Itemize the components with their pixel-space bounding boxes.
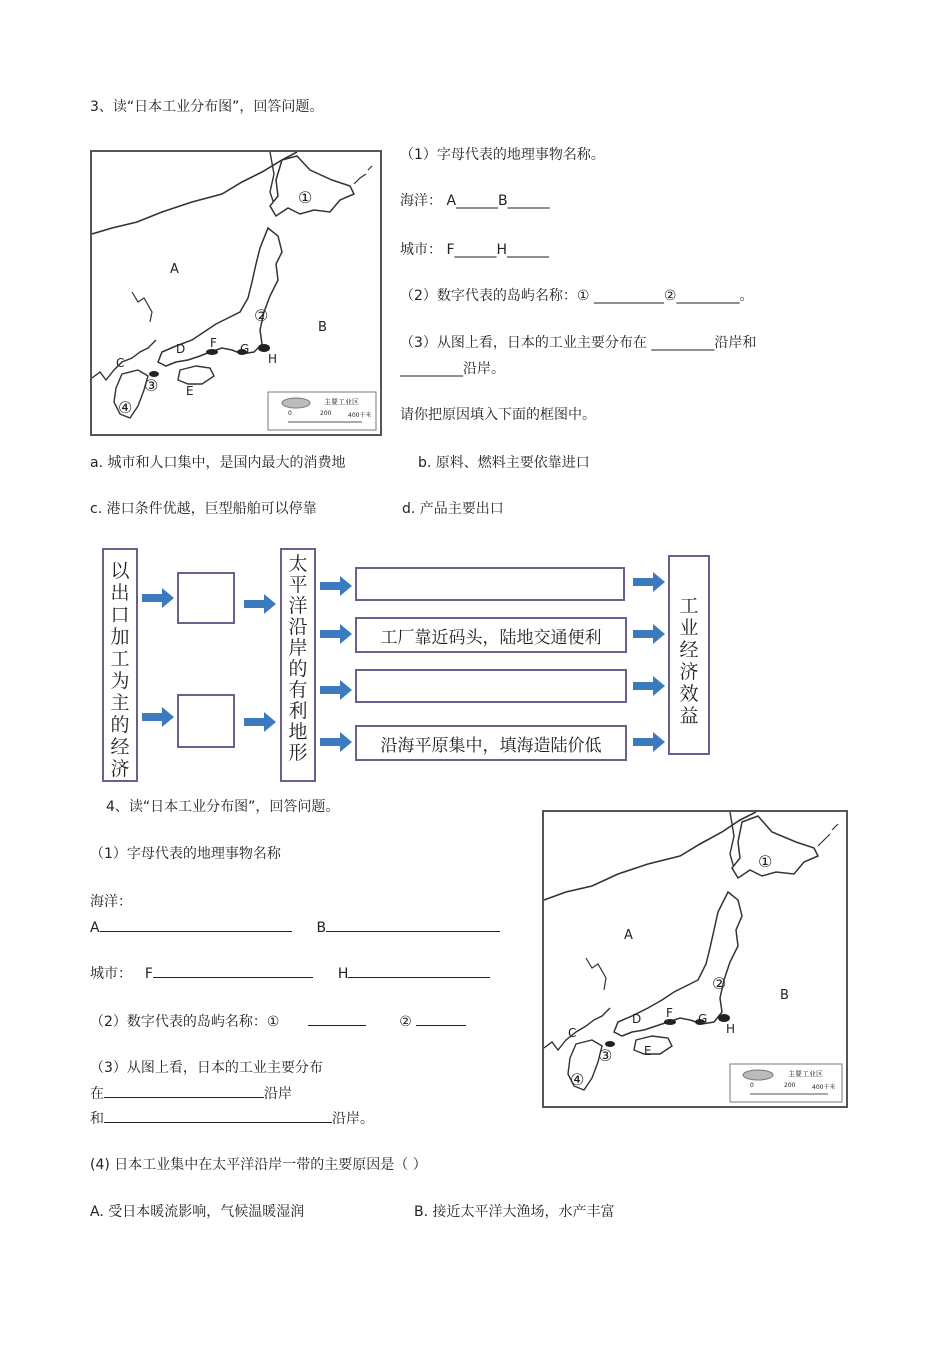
q4-sub3-b-post: 沿岸	[264, 1086, 292, 1102]
flow-arrow-3	[244, 594, 278, 614]
q4-blank-A[interactable]	[100, 916, 292, 932]
map2-label-B: B	[780, 988, 789, 1003]
map2-label-3: ③	[598, 1046, 613, 1065]
q4-sub3-c-line	[90, 1107, 374, 1128]
q4-label-H: H	[337, 966, 349, 982]
map1-label-F: F	[210, 336, 217, 350]
q4-blank-coast-2[interactable]	[104, 1107, 332, 1123]
map1-scale-200: 200	[320, 410, 332, 417]
flow-arrow-2	[142, 707, 176, 727]
flow-arrow-10	[633, 624, 667, 644]
q4-sub2-mid: ②	[399, 1014, 412, 1030]
flow-arrow-9	[633, 572, 667, 592]
map1-label-H: H	[268, 352, 278, 366]
q3-ocean-line: 海洋： A______B______	[400, 193, 550, 209]
q4-title: 4、读“日本工业分布图”，回答问题。	[106, 799, 340, 815]
flow-arrow-8	[320, 732, 354, 752]
flow-arrow-1	[142, 588, 176, 608]
map1-label-4: ④	[118, 398, 133, 417]
map2-label-D: D	[632, 1012, 642, 1026]
q3-option-a: a. 城市和人口集中，是国内最大的消费地	[90, 455, 346, 471]
blank-row-1[interactable]	[355, 567, 625, 601]
flow-row-4	[355, 725, 627, 761]
map1-label-B: B	[318, 320, 327, 335]
map2-legend-text: 主要工业区	[788, 1070, 823, 1078]
q4-sub3-a: （3）从图上看，日本的工业主要分布	[90, 1060, 323, 1076]
flow-arrow-6	[320, 624, 354, 644]
flow-row-2-text: 工厂靠近码头，陆地交通便利	[380, 627, 602, 648]
flow-left-text: 以出口加工为主的经济	[110, 560, 130, 780]
flow-middle-box	[280, 548, 316, 782]
q4-sub2-line	[90, 1010, 466, 1031]
blank-box-lower[interactable]	[177, 694, 235, 748]
q4-option-A[interactable]: A. 受日本暖流影响，气候温暖湿润	[90, 1204, 305, 1220]
map1-label-E: E	[186, 384, 194, 398]
map2-label-A: A	[624, 928, 633, 943]
q3-sub2: （2）数字代表的岛屿名称：① __________②_________。	[400, 288, 754, 304]
map2-scale-400: 400千米	[812, 1084, 836, 1091]
flow-row-2	[355, 617, 627, 653]
japan-industry-map-1	[90, 150, 382, 436]
q3-fill-prompt: 请你把原因填入下面的框图中。	[400, 407, 596, 423]
q4-blank-island-2[interactable]	[416, 1010, 466, 1026]
q3-sub1: （1）字母代表的地理事物名称。	[400, 147, 605, 163]
q4-option-B[interactable]: B. 接近太平洋大渔场，水产丰富	[414, 1204, 615, 1220]
map2-label-E: E	[644, 1044, 652, 1058]
q4-blank-H[interactable]	[348, 962, 490, 978]
japan-industry-map-2	[542, 810, 848, 1108]
map2-scale-0: 0	[750, 1082, 754, 1089]
q4-label-A: A	[90, 920, 100, 936]
q3-option-d: d. 产品主要出口	[402, 501, 504, 517]
q4-blank-F[interactable]	[153, 962, 313, 978]
map1-scale-400: 400千米	[348, 412, 372, 419]
q4-sub3-b-pre: 在	[90, 1086, 104, 1102]
map1-label-A: A	[170, 262, 179, 277]
q3-option-c: c. 港口条件优越，巨型船舶可以停靠	[90, 501, 317, 517]
map2-label-4: ④	[570, 1070, 585, 1089]
q3-city-line: 城市： F______H______	[400, 242, 550, 258]
map2-label-H: H	[726, 1022, 736, 1036]
flow-left-box	[102, 548, 138, 782]
map1-label-D: D	[176, 342, 186, 356]
q4-blank-island-1[interactable]	[308, 1010, 366, 1026]
q4-sub3-b-line	[90, 1082, 292, 1103]
flow-row-4-text: 沿海平原集中，填海造陆价低	[380, 735, 602, 756]
q4-sub2: （2）数字代表的岛屿名称：①	[90, 1014, 280, 1030]
map2-label-1: ①	[758, 852, 773, 871]
q3-sub3-a: （3）从图上看，日本的工业主要分布在 _________沿岸和	[400, 335, 757, 351]
map1-scale-0: 0	[288, 410, 292, 417]
q4-sub4: (4) 日本工业集中在太平洋沿岸一带的主要原因是（ ）	[90, 1157, 427, 1173]
q4-label-B: B	[316, 920, 327, 936]
q3-option-b: b. 原料、燃料主要依靠进口	[418, 455, 590, 471]
map1-legend-text: 主要工业区	[324, 398, 359, 406]
q4-label-F: F	[144, 966, 153, 982]
map2-label-2: ②	[712, 974, 727, 993]
q4-ocean-answers	[90, 916, 500, 936]
map1-label-2: ②	[254, 306, 269, 325]
flow-middle-text: 太平洋沿岸的有利地形	[288, 553, 308, 764]
flow-right-text: 工业经济效益	[679, 595, 699, 727]
flow-right-box	[668, 555, 710, 755]
map2-label-G: G	[698, 1012, 708, 1026]
flow-arrow-4	[244, 712, 278, 732]
q4-sub3-c-pre: 和	[90, 1111, 104, 1127]
blank-box-upper[interactable]	[177, 572, 235, 624]
q4-sub1: （1）字母代表的地理事物名称	[90, 846, 281, 862]
map2-label-F: F	[666, 1006, 673, 1020]
flow-arrow-12	[633, 732, 667, 752]
blank-row-3[interactable]	[355, 669, 627, 703]
flow-arrow-5	[320, 576, 354, 596]
map1-label-G: G	[240, 342, 250, 356]
map2-scale-200: 200	[784, 1082, 796, 1089]
flow-arrow-7	[320, 680, 354, 700]
q4-city: 城市：	[90, 966, 132, 982]
q4-blank-coast-1[interactable]	[104, 1082, 264, 1098]
q4-sub3-c-post: 沿岸。	[332, 1111, 374, 1127]
map1-label-3: ③	[144, 376, 159, 395]
q3-title: 3、读“日本工业分布图”，回答问题。	[90, 99, 324, 115]
map1-label-C: C	[116, 356, 125, 370]
q4-ocean: 海洋：	[90, 894, 132, 910]
q4-city-answers	[90, 962, 490, 983]
map1-label-1: ①	[298, 188, 313, 207]
q4-blank-B[interactable]	[326, 916, 500, 932]
map2-label-C: C	[568, 1026, 577, 1040]
flow-arrow-11	[633, 676, 667, 696]
q3-sub3-b: _________沿岸。	[400, 361, 505, 377]
